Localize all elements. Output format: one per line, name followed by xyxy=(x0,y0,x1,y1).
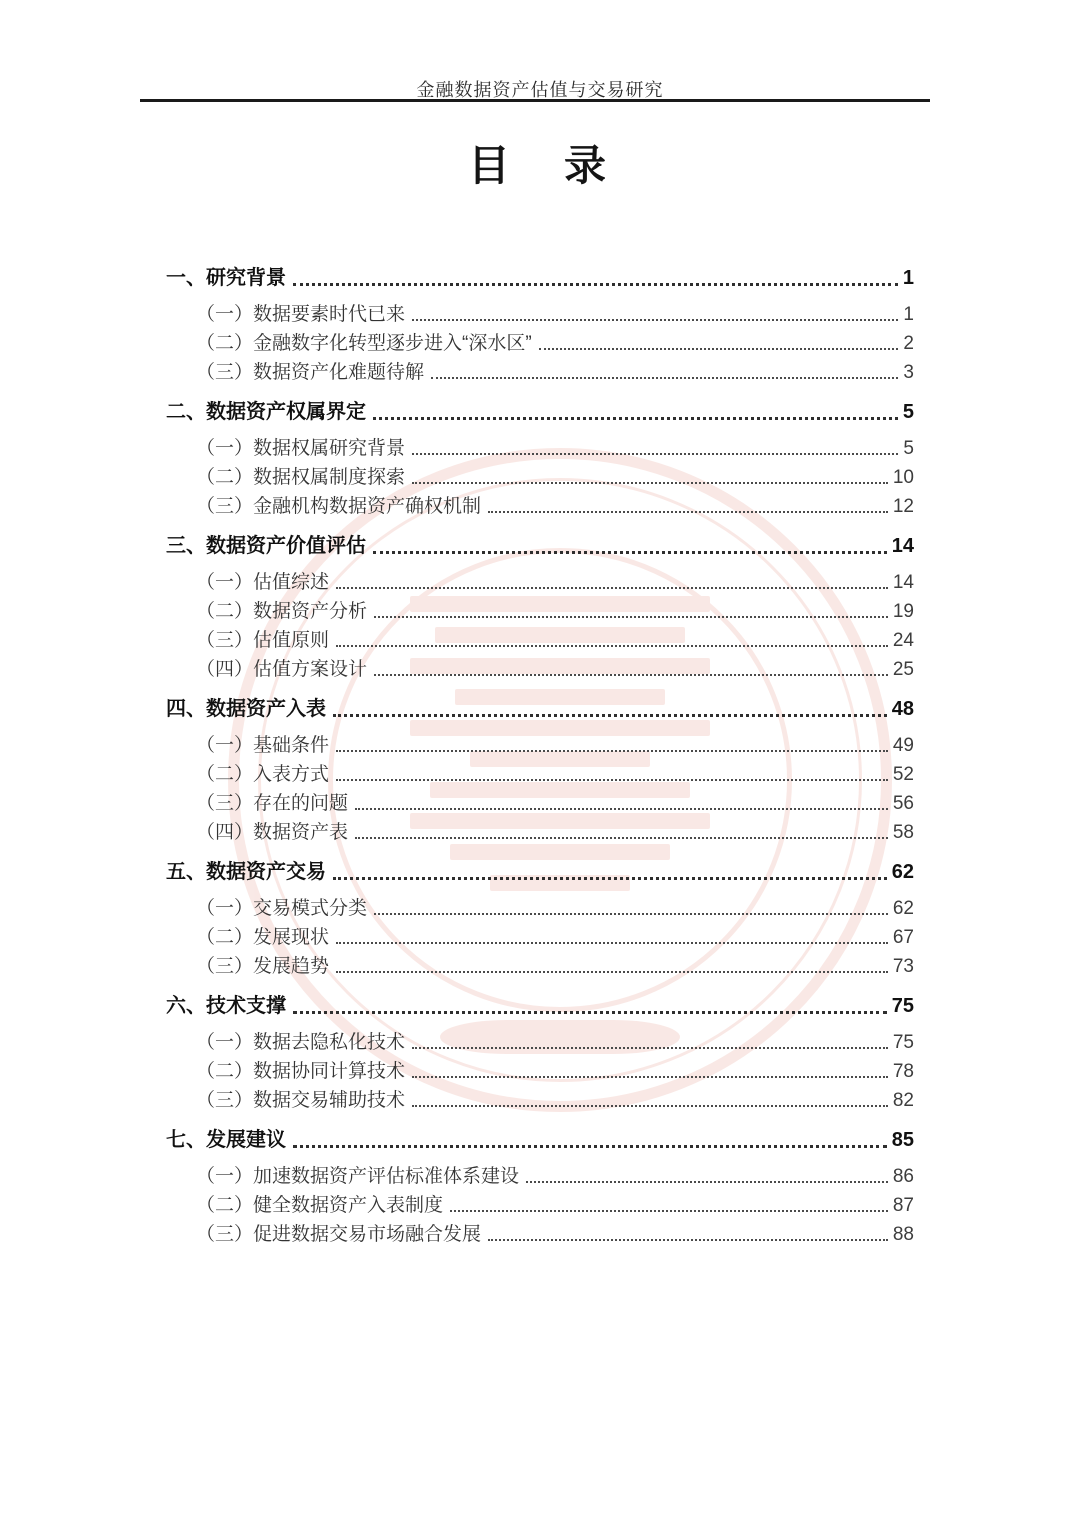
toc-item-entry xyxy=(166,1159,914,1188)
toc-item-entry xyxy=(166,1188,914,1217)
toc-item-entry-label: （三）发展趋势 xyxy=(196,956,330,977)
dot-leader xyxy=(336,971,888,973)
toc-item-entry xyxy=(166,355,914,384)
page-title: 目 录 xyxy=(467,142,612,189)
dot-leader xyxy=(526,1181,888,1183)
toc-item-entry-page-number: 87 xyxy=(892,1195,914,1216)
dot-leader xyxy=(293,1145,887,1148)
toc-item-entry xyxy=(166,728,914,757)
toc-item-entry-label: （四）估值方案设计 xyxy=(196,659,368,680)
toc-item-entry-label: （三）金融机构数据资产确权机制 xyxy=(196,496,482,517)
toc-item-entry xyxy=(166,460,914,489)
toc-item-entry-label: （一）基础条件 xyxy=(196,735,330,756)
toc-item-entry xyxy=(166,652,914,681)
toc-item-entry-label: （三）数据资产化难题待解 xyxy=(196,362,425,383)
toc-item-entry-page-number: 78 xyxy=(892,1061,914,1082)
toc-item-entry-label: （三）数据交易辅助技术 xyxy=(196,1090,406,1111)
dot-leader xyxy=(488,1239,888,1241)
toc-item-entry-label: （二）健全数据资产入表制度 xyxy=(196,1195,444,1216)
dot-leader xyxy=(336,750,888,752)
toc-item-entry-page-number: 73 xyxy=(892,956,914,977)
toc-section-entry-page-number: 1 xyxy=(902,267,914,289)
toc-item-entry-label: （一）交易模式分类 xyxy=(196,898,368,919)
toc-section-entry xyxy=(166,395,914,424)
toc-item-entry xyxy=(166,489,914,518)
toc-item-entry-label: （三）存在的问题 xyxy=(196,793,349,814)
toc-section-entry-page-number: 62 xyxy=(891,861,914,883)
toc-section-entry xyxy=(166,261,914,290)
dot-leader xyxy=(355,808,888,810)
dot-leader xyxy=(333,714,887,717)
dot-leader xyxy=(450,1210,888,1212)
toc-item-entry-label: （一）数据权属研究背景 xyxy=(196,438,406,459)
toc-item-entry-page-number: 2 xyxy=(903,333,914,354)
header-rule xyxy=(140,99,930,102)
toc-item-entry xyxy=(166,786,914,815)
toc-section-entry-label: 四、数据资产入表 xyxy=(166,698,326,720)
toc-section-entry-label: 一、研究背景 xyxy=(166,267,286,289)
dot-leader xyxy=(412,1105,888,1107)
toc-item-entry-label: （二）数据权属制度探索 xyxy=(196,467,406,488)
dot-leader xyxy=(374,616,888,618)
toc-item-entry-page-number: 12 xyxy=(892,496,914,517)
toc-item-entry xyxy=(166,949,914,978)
toc-section-entry xyxy=(166,1123,914,1152)
toc-section-entry xyxy=(166,692,914,721)
toc-item-entry-page-number: 82 xyxy=(892,1090,914,1111)
toc-item-entry xyxy=(166,920,914,949)
dot-leader xyxy=(336,587,888,589)
dot-leader xyxy=(336,645,888,647)
toc-item-entry-page-number: 88 xyxy=(892,1224,914,1245)
toc-item-entry-page-number: 49 xyxy=(892,735,914,756)
table-of-contents xyxy=(166,250,914,1246)
toc-item-entry-page-number: 1 xyxy=(903,304,914,325)
toc-item-entry-page-number: 75 xyxy=(892,1032,914,1053)
toc-item-entry-label: （四）数据资产表 xyxy=(196,822,349,843)
toc-item-entry-label: （三）促进数据交易市场融合发展 xyxy=(196,1224,482,1245)
toc-section-entry-page-number: 85 xyxy=(891,1129,914,1151)
toc-section-entry-label: 五、数据资产交易 xyxy=(166,861,326,883)
toc-item-entry-label: （二）发展现状 xyxy=(196,927,330,948)
toc-item-entry xyxy=(166,1217,914,1246)
toc-item-entry-page-number: 14 xyxy=(892,572,914,593)
toc-item-entry xyxy=(166,565,914,594)
toc-section-entry-page-number: 75 xyxy=(891,995,914,1017)
toc-item-entry-page-number: 10 xyxy=(892,467,914,488)
toc-section-entry-label: 三、数据资产价值评估 xyxy=(166,535,366,557)
toc-item-entry-label: （二）入表方式 xyxy=(196,764,330,785)
toc-item-entry-page-number: 56 xyxy=(892,793,914,814)
toc-item-entry xyxy=(166,326,914,355)
toc-item-entry xyxy=(166,1054,914,1083)
toc-item-entry-label: （二）数据资产分析 xyxy=(196,601,368,622)
toc-item-entry-page-number: 3 xyxy=(903,362,914,383)
dot-leader xyxy=(374,674,888,676)
dot-leader xyxy=(431,377,898,379)
toc-item-entry-page-number: 62 xyxy=(892,898,914,919)
dot-leader xyxy=(412,482,888,484)
toc-item-entry xyxy=(166,431,914,460)
toc-item-entry xyxy=(166,297,914,326)
toc-item-entry-page-number: 52 xyxy=(892,764,914,785)
dot-leader xyxy=(355,837,888,839)
toc-section-entry-label: 二、数据资产权属界定 xyxy=(166,401,366,423)
toc-item-entry-label: （一）数据要素时代已来 xyxy=(196,304,406,325)
toc-section-entry xyxy=(166,529,914,558)
toc-item-entry xyxy=(166,1083,914,1112)
dot-leader xyxy=(374,913,888,915)
toc-section-entry-label: 七、发展建议 xyxy=(166,1129,286,1151)
dot-leader xyxy=(293,1011,887,1014)
toc-section-entry-page-number: 5 xyxy=(902,401,914,423)
toc-item-entry xyxy=(166,623,914,652)
toc-item-entry xyxy=(166,1025,914,1054)
toc-section-entry-page-number: 48 xyxy=(891,698,914,720)
dot-leader xyxy=(333,877,887,880)
toc-section-entry-label: 六、技术支撑 xyxy=(166,995,286,1017)
dot-leader xyxy=(412,319,898,321)
dot-leader xyxy=(412,453,898,455)
toc-item-entry-page-number: 25 xyxy=(892,659,914,680)
toc-item-entry-page-number: 5 xyxy=(903,438,914,459)
toc-item-entry xyxy=(166,757,914,786)
toc-item-entry-page-number: 24 xyxy=(892,630,914,651)
dot-leader xyxy=(336,942,888,944)
dot-leader xyxy=(336,779,888,781)
toc-item-entry-label: （一）数据去隐私化技术 xyxy=(196,1032,406,1053)
toc-item-entry xyxy=(166,815,914,844)
dot-leader xyxy=(293,283,898,286)
dot-leader xyxy=(488,511,888,513)
dot-leader xyxy=(373,551,887,554)
toc-item-entry-label: （三）估值原则 xyxy=(196,630,330,651)
toc-item-entry xyxy=(166,891,914,920)
toc-item-entry-page-number: 58 xyxy=(892,822,914,843)
toc-item-entry-page-number: 86 xyxy=(892,1166,914,1187)
toc-section-entry xyxy=(166,855,914,884)
dot-leader xyxy=(539,348,899,350)
dot-leader xyxy=(412,1047,888,1049)
toc-item-entry-label: （二）数据协同计算技术 xyxy=(196,1061,406,1082)
toc-item-entry-page-number: 67 xyxy=(892,927,914,948)
toc-item-entry-page-number: 19 xyxy=(892,601,914,622)
toc-item-entry-label: （一）加速数据资产评估标准体系建设 xyxy=(196,1166,520,1187)
toc-section-entry xyxy=(166,989,914,1018)
toc-item-entry-label: （二）金融数字化转型逐步进入“深水区” xyxy=(196,333,532,354)
toc-section-entry-page-number: 14 xyxy=(891,535,914,557)
toc-item-entry-label: （一）估值综述 xyxy=(196,572,330,593)
toc-item-entry xyxy=(166,594,914,623)
dot-leader xyxy=(373,417,898,420)
running-header-title: 金融数据资产估值与交易研究 xyxy=(416,80,664,100)
dot-leader xyxy=(412,1076,888,1078)
